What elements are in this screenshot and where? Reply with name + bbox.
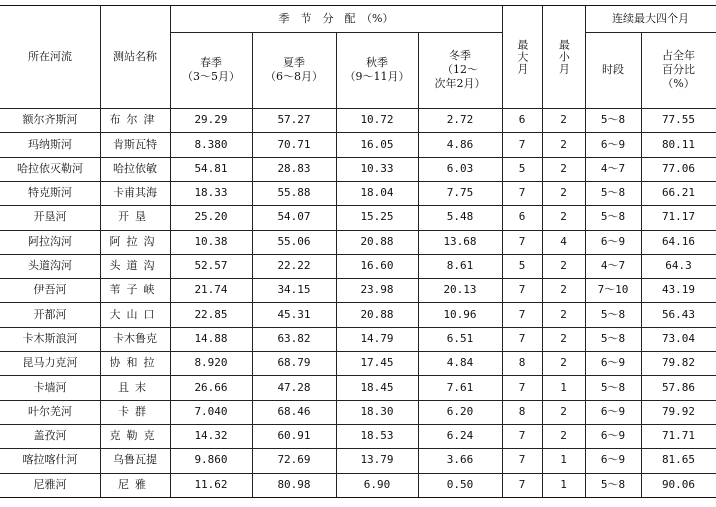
header-percent-label-a: 占全年 xyxy=(662,49,695,63)
cell-min: 2 xyxy=(560,331,567,345)
cell-period: 5～8 xyxy=(600,307,626,321)
cell-max: 6 xyxy=(518,113,526,127)
cell-period: 5～8 xyxy=(600,331,626,345)
cell-max: 7 xyxy=(518,307,526,321)
cell-river: 伊吾河 xyxy=(33,283,67,297)
cell-winter: 5.48 xyxy=(446,210,474,224)
cell-period: 5～8 xyxy=(600,113,626,127)
cell-summer: 54.07 xyxy=(277,210,311,224)
cell-station: 阿拉沟 xyxy=(109,234,161,248)
cell-summer: 68.46 xyxy=(277,404,311,418)
header-winter-months-a: （12～ xyxy=(442,63,478,77)
cell-river: 阿拉沟河 xyxy=(28,234,72,248)
header-autumn xyxy=(336,32,418,108)
cell-autumn: 14.79 xyxy=(360,331,394,345)
cell-spring: 8.920 xyxy=(194,356,228,370)
cell-winter: 4.84 xyxy=(446,356,474,370)
cell-station: 卡甫其海 xyxy=(113,186,157,200)
cell-winter: 20.13 xyxy=(443,283,477,297)
cell-max: 6 xyxy=(518,210,526,224)
cell-spring: 22.85 xyxy=(194,307,228,321)
cell-winter: 7.61 xyxy=(446,380,474,394)
header-station: 测站名称 xyxy=(113,49,157,63)
cell-winter: 6.03 xyxy=(446,161,474,175)
cell-period: 5～8 xyxy=(600,477,626,491)
cell-autumn: 10.72 xyxy=(360,113,394,127)
header-summer-months: （6～8月） xyxy=(265,70,323,83)
cell-station: 哈拉依敏 xyxy=(113,161,157,175)
cell-min: 1 xyxy=(560,380,567,394)
cell-min: 4 xyxy=(560,234,567,248)
cell-summer: 80.98 xyxy=(277,477,311,491)
cell-period: 6～9 xyxy=(600,356,626,370)
header-river: 所在河流 xyxy=(28,49,72,63)
cell-percent: 71.17 xyxy=(661,210,696,224)
cell-autumn: 6.90 xyxy=(363,477,391,491)
cell-winter: 2.72 xyxy=(446,113,474,127)
cell-max: 7 xyxy=(518,186,526,200)
cell-summer: 55.88 xyxy=(277,186,311,200)
header-percent xyxy=(641,32,716,108)
cell-river: 额尔齐斯河 xyxy=(22,113,78,127)
header-summer-label: 夏季 xyxy=(283,56,305,70)
cell-autumn: 20.88 xyxy=(360,234,394,248)
cell-max: 7 xyxy=(518,137,526,151)
header-min-month-label: 最小月 xyxy=(557,38,571,75)
header-four-month-group: 连续最大四个月 xyxy=(612,11,689,25)
cell-max: 7 xyxy=(518,331,526,345)
cell-min: 2 xyxy=(560,307,567,321)
cell-summer: 34.15 xyxy=(277,283,311,297)
header-winter-label: 冬季 xyxy=(449,49,471,63)
header-autumn-months: （9～11月） xyxy=(344,70,410,83)
cell-max: 8 xyxy=(518,356,526,370)
cell-autumn: 16.05 xyxy=(360,137,394,151)
cell-min: 2 xyxy=(560,161,567,175)
header-spring-months: （3～5月） xyxy=(182,70,240,83)
cell-summer: 47.28 xyxy=(277,380,311,394)
cell-river: 盖孜河 xyxy=(33,429,67,443)
cell-winter: 10.96 xyxy=(443,307,477,321)
cell-percent: 81.65 xyxy=(661,453,696,467)
header-seasonal-group: 季 节 分 配 （%） xyxy=(278,11,394,25)
header-max-month-label: 最大月 xyxy=(515,38,529,75)
cell-min: 2 xyxy=(560,283,567,297)
cell-min: 2 xyxy=(560,137,567,151)
cell-period: 6～9 xyxy=(600,234,626,248)
cell-max: 7 xyxy=(518,380,526,394)
cell-river: 叶尔羌河 xyxy=(28,404,72,418)
cell-winter: 6.20 xyxy=(446,404,474,418)
cell-spring: 11.62 xyxy=(194,477,228,491)
cell-summer: 68.79 xyxy=(277,356,311,370)
cell-station: 头道沟 xyxy=(109,259,161,273)
cell-river: 昆马力克河 xyxy=(22,356,78,370)
cell-station: 布尔津 xyxy=(109,113,161,127)
cell-spring: 14.88 xyxy=(194,331,228,345)
cell-summer: 70.71 xyxy=(277,137,311,151)
cell-summer: 57.27 xyxy=(277,113,311,127)
cell-station: 且末 xyxy=(118,380,152,394)
cell-autumn: 18.30 xyxy=(360,404,394,418)
header-winter xyxy=(418,32,502,108)
cell-percent: 64.3 xyxy=(665,259,692,273)
header-min-month xyxy=(542,5,585,108)
cell-station: 苇子峡 xyxy=(109,283,161,297)
cell-spring: 9.860 xyxy=(194,453,228,467)
cell-winter: 13.68 xyxy=(443,234,477,248)
cell-max: 8 xyxy=(518,404,526,418)
cell-min: 2 xyxy=(560,404,567,418)
horizontal-rule xyxy=(0,497,716,498)
cell-station: 肯斯瓦特 xyxy=(113,137,157,151)
cell-min: 2 xyxy=(560,186,567,200)
cell-percent: 77.55 xyxy=(661,113,696,127)
header-period: 时段 xyxy=(602,63,624,77)
cell-river: 玛纳斯河 xyxy=(28,137,72,151)
cell-period: 6～9 xyxy=(600,429,626,443)
cell-autumn: 20.88 xyxy=(360,307,394,321)
cell-min: 2 xyxy=(560,259,567,273)
cell-spring: 10.38 xyxy=(194,234,228,248)
cell-station: 尼雅 xyxy=(118,477,152,491)
cell-max: 7 xyxy=(518,429,526,443)
cell-spring: 54.81 xyxy=(194,161,228,175)
cell-min: 2 xyxy=(560,210,567,224)
cell-winter: 0.50 xyxy=(446,477,474,491)
cell-autumn: 18.45 xyxy=(360,380,394,394)
cell-percent: 79.82 xyxy=(661,356,696,370)
header-max-month xyxy=(502,5,542,108)
cell-max: 5 xyxy=(518,259,526,273)
cell-autumn: 15.25 xyxy=(360,210,394,224)
cell-percent: 79.92 xyxy=(661,404,696,418)
cell-percent: 56.43 xyxy=(661,307,696,321)
cell-min: 2 xyxy=(560,356,567,370)
cell-summer: 28.83 xyxy=(277,161,311,175)
cell-period: 6～9 xyxy=(600,453,626,467)
cell-winter: 7.75 xyxy=(446,186,474,200)
cell-percent: 66.21 xyxy=(661,186,696,200)
cell-station: 乌鲁瓦提 xyxy=(113,453,157,467)
cell-percent: 90.06 xyxy=(661,477,696,491)
cell-min: 1 xyxy=(560,477,567,491)
cell-percent: 57.86 xyxy=(661,380,696,394)
cell-period: 7～10 xyxy=(597,283,629,297)
cell-percent: 73.04 xyxy=(661,331,696,345)
cell-station: 开垦 xyxy=(118,210,152,224)
cell-summer: 22.22 xyxy=(277,259,311,273)
cell-percent: 77.06 xyxy=(661,161,696,175)
header-spring xyxy=(170,32,252,108)
cell-river: 喀拉喀什河 xyxy=(22,453,78,467)
cell-spring: 21.74 xyxy=(194,283,228,297)
cell-period: 6～9 xyxy=(600,137,626,151)
cell-spring: 25.20 xyxy=(194,210,228,224)
cell-min: 1 xyxy=(560,453,567,467)
header-percent-label-c: （%） xyxy=(662,76,695,90)
cell-river: 哈拉依灭勒河 xyxy=(17,161,83,175)
cell-river: 卡木斯浪河 xyxy=(22,331,78,345)
cell-winter: 6.24 xyxy=(446,429,474,443)
cell-min: 2 xyxy=(560,113,567,127)
cell-winter: 4.86 xyxy=(446,137,474,151)
cell-spring: 52.57 xyxy=(194,259,228,273)
cell-station: 大山口 xyxy=(109,307,161,321)
cell-station: 卡木鲁克 xyxy=(113,331,157,345)
cell-period: 4～7 xyxy=(600,161,626,175)
cell-max: 7 xyxy=(518,283,526,297)
cell-period: 4～7 xyxy=(600,259,626,273)
cell-spring: 29.29 xyxy=(194,113,228,127)
cell-autumn: 23.98 xyxy=(360,283,394,297)
cell-min: 2 xyxy=(560,429,567,443)
cell-river: 特克斯河 xyxy=(28,186,72,200)
cell-summer: 45.31 xyxy=(277,307,311,321)
header-winter-months-b: 次年2月） xyxy=(434,76,486,90)
cell-autumn: 18.04 xyxy=(360,186,394,200)
cell-percent: 80.11 xyxy=(661,137,696,151)
cell-river: 卡墙河 xyxy=(33,380,67,394)
cell-summer: 55.06 xyxy=(277,234,311,248)
cell-spring: 8.380 xyxy=(194,137,228,151)
cell-period: 5～8 xyxy=(600,380,626,394)
cell-summer: 63.82 xyxy=(277,331,311,345)
cell-station: 卡群 xyxy=(118,404,152,418)
cell-winter: 8.61 xyxy=(446,259,474,273)
cell-river: 尼雅河 xyxy=(33,477,67,491)
cell-max: 7 xyxy=(518,234,526,248)
cell-percent: 64.16 xyxy=(661,234,696,248)
cell-max: 7 xyxy=(518,477,526,491)
cell-max: 7 xyxy=(518,453,526,467)
header-spring-label: 春季 xyxy=(200,56,222,70)
cell-autumn: 17.45 xyxy=(360,356,394,370)
cell-autumn: 16.60 xyxy=(360,259,394,273)
cell-period: 5～8 xyxy=(600,186,626,200)
cell-summer: 72.69 xyxy=(277,453,311,467)
cell-spring: 18.33 xyxy=(194,186,228,200)
cell-river: 开都河 xyxy=(33,307,67,321)
cell-winter: 6.51 xyxy=(446,331,474,345)
cell-percent: 43.19 xyxy=(661,283,696,297)
cell-spring: 7.040 xyxy=(194,404,228,418)
cell-autumn: 18.53 xyxy=(360,429,394,443)
cell-period: 5～8 xyxy=(600,210,626,224)
cell-autumn: 13.79 xyxy=(360,453,394,467)
cell-percent: 71.71 xyxy=(661,429,696,443)
cell-station: 协和拉 xyxy=(109,356,161,370)
cell-spring: 14.32 xyxy=(194,429,228,443)
cell-autumn: 10.33 xyxy=(360,161,394,175)
cell-river: 开垦河 xyxy=(33,210,67,224)
cell-station: 克勒克 xyxy=(109,429,161,443)
cell-summer: 60.91 xyxy=(277,429,311,443)
cell-spring: 26.66 xyxy=(194,380,228,394)
header-summer xyxy=(252,32,336,108)
cell-period: 6～9 xyxy=(600,404,626,418)
cell-river: 头道沟河 xyxy=(28,259,72,273)
cell-max: 5 xyxy=(518,161,526,175)
cell-winter: 3.66 xyxy=(446,453,474,467)
header-autumn-label: 秋季 xyxy=(366,56,388,70)
header-percent-label-b: 百分比 xyxy=(662,63,695,77)
